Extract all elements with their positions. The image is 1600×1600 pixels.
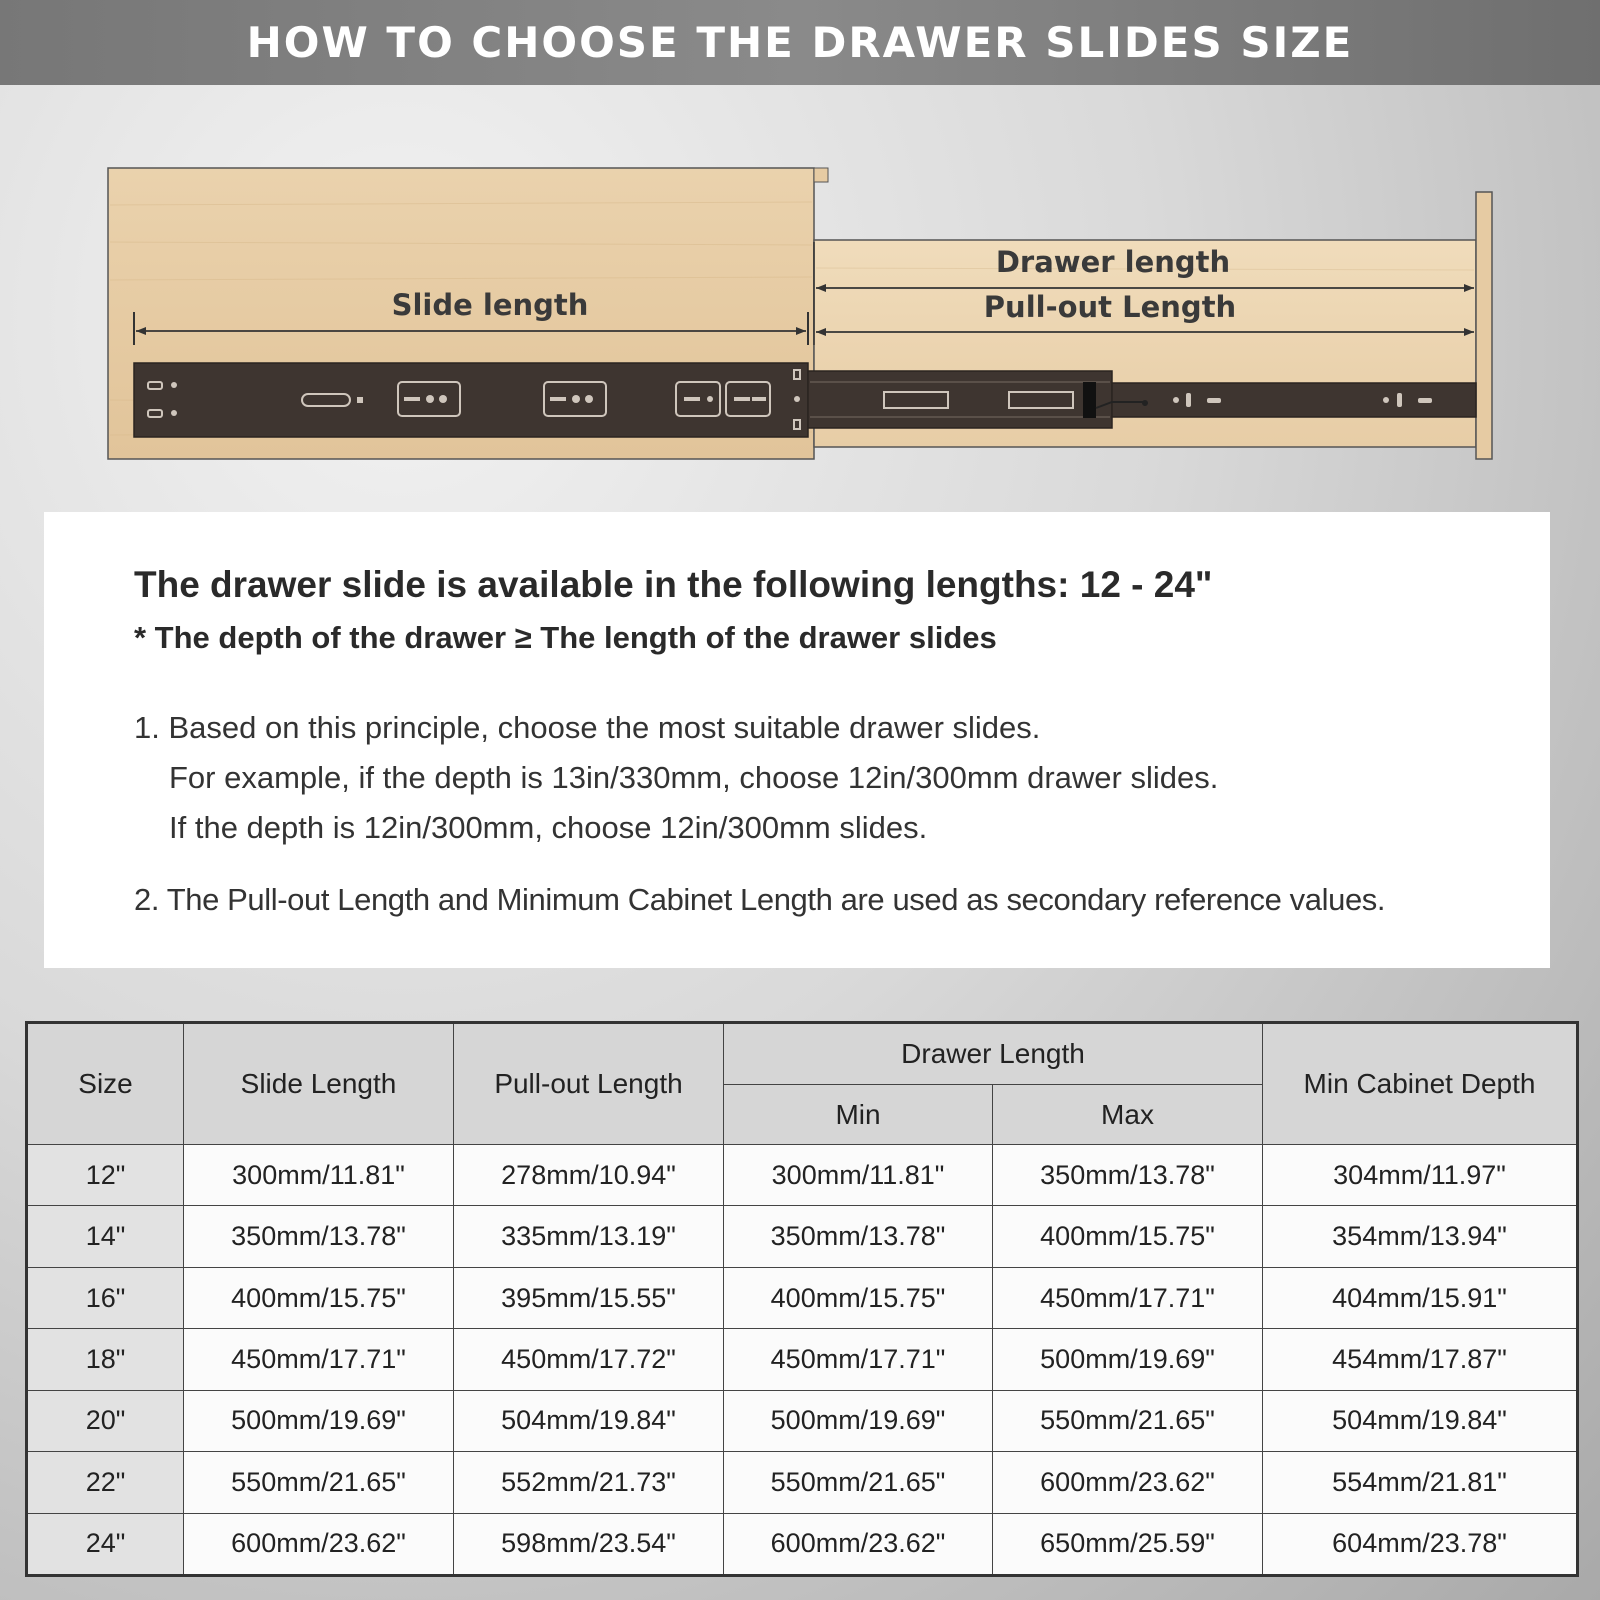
header-pullout-length: Pull-out Length	[454, 1023, 724, 1145]
slide-rail-inner	[1096, 383, 1476, 417]
header-min-cabinet-depth: Min Cabinet Depth	[1263, 1023, 1578, 1145]
depth-rule: * The depth of the drawer ≥ The length of the drawer slides	[134, 620, 997, 655]
header-drawer-max: Max	[993, 1085, 1263, 1145]
pullout-length-cell: 335mm/13.19"	[454, 1206, 724, 1267]
point-1-line-1: 1. Based on this principle, choose the most suitable drawer slides.	[134, 710, 1041, 745]
point-1-line-2: For example, if the depth is 13in/330mm, choose 12in/300mm drawer slides.	[169, 760, 1219, 795]
slide-length-cell: 350mm/13.78"	[184, 1206, 454, 1267]
slide-length-label: Slide length	[391, 288, 589, 322]
table-row	[27, 1390, 1578, 1451]
slide-length-cell: 400mm/15.75"	[184, 1267, 454, 1328]
page-title: HOW TO CHOOSE THE DRAWER SLIDES SIZE	[246, 18, 1354, 67]
slide-length-cell: 550mm/21.65"	[184, 1452, 454, 1513]
drawer-min-cell: 450mm/17.71"	[724, 1329, 993, 1390]
size-cell: 18"	[27, 1329, 184, 1390]
slide-length-cell: 300mm/11.81"	[184, 1145, 454, 1206]
min-cabinet-depth-cell: 504mm/19.84"	[1263, 1390, 1578, 1451]
availability-headline: The drawer slide is available in the following lengths: 12 - 24"	[134, 564, 1213, 605]
table-row	[27, 1513, 1578, 1575]
table-row	[27, 1452, 1578, 1513]
title-banner	[0, 0, 1600, 85]
table-row	[27, 1267, 1578, 1328]
header-size: Size	[27, 1023, 184, 1145]
pullout-length-label: Pull-out Length	[983, 290, 1237, 324]
drawer-min-cell: 300mm/11.81"	[724, 1145, 993, 1206]
size-cell: 22"	[27, 1452, 184, 1513]
slide-length-cell: 450mm/17.71"	[184, 1329, 454, 1390]
drawer-min-cell: 600mm/23.62"	[724, 1513, 993, 1575]
size-cell: 24"	[27, 1513, 184, 1575]
slide-rail-outer	[134, 363, 808, 437]
pullout-length-cell: 278mm/10.94"	[454, 1145, 724, 1206]
drawer-slide-illustration	[0, 150, 1600, 480]
drawer-max-cell: 350mm/13.78"	[993, 1145, 1263, 1206]
drawer-max-cell: 550mm/21.65"	[993, 1390, 1263, 1451]
header-drawer-length: Drawer Length	[724, 1023, 1263, 1085]
min-cabinet-depth-cell: 354mm/13.94"	[1263, 1206, 1578, 1267]
pullout-length-cell: 504mm/19.84"	[454, 1390, 724, 1451]
slide-length-cell: 500mm/19.69"	[184, 1390, 454, 1451]
table-row	[27, 1206, 1578, 1267]
point-2: 2. The Pull-out Length and Minimum Cabinet Length are used as secondary reference values.	[134, 882, 1386, 917]
size-cell: 14"	[27, 1206, 184, 1267]
min-cabinet-depth-cell: 604mm/23.78"	[1263, 1513, 1578, 1575]
size-cell: 16"	[27, 1267, 184, 1328]
drawer-max-cell: 600mm/23.62"	[993, 1452, 1263, 1513]
table-row	[27, 1145, 1578, 1206]
drawer-slide-diagram	[0, 150, 1600, 480]
point-1-line-3: If the depth is 12in/300mm, choose 12in/300mm slides.	[169, 810, 928, 845]
min-cabinet-depth-cell: 404mm/15.91"	[1263, 1267, 1578, 1328]
header-slide-length: Slide Length	[184, 1023, 454, 1145]
size-cell: 12"	[27, 1145, 184, 1206]
drawer-length-label: Drawer length	[995, 245, 1231, 279]
drawer-min-cell: 500mm/19.69"	[724, 1390, 993, 1451]
slide-rail-middle	[808, 371, 1112, 428]
drawer-max-cell: 500mm/19.69"	[993, 1329, 1263, 1390]
min-cabinet-depth-cell: 554mm/21.81"	[1263, 1452, 1578, 1513]
min-cabinet-depth-cell: 304mm/11.97"	[1263, 1145, 1578, 1206]
drawer-min-cell: 400mm/15.75"	[724, 1267, 993, 1328]
drawer-min-cell: 350mm/13.78"	[724, 1206, 993, 1267]
pullout-length-cell: 395mm/15.55"	[454, 1267, 724, 1328]
pullout-length-cell: 552mm/21.73"	[454, 1452, 724, 1513]
pullout-length-cell: 450mm/17.72"	[454, 1329, 724, 1390]
drawer-max-cell: 650mm/25.59"	[993, 1513, 1263, 1575]
size-cell: 20"	[27, 1390, 184, 1451]
table-row	[27, 1329, 1578, 1390]
size-spec-table	[25, 1021, 1579, 1577]
info-card	[44, 512, 1550, 968]
slide-length-cell: 600mm/23.62"	[184, 1513, 454, 1575]
drawer-min-cell: 550mm/21.65"	[724, 1452, 993, 1513]
drawer-max-cell: 400mm/15.75"	[993, 1206, 1263, 1267]
drawer-front	[1476, 192, 1492, 459]
pullout-length-cell: 598mm/23.54"	[454, 1513, 724, 1575]
header-drawer-min: Min	[724, 1085, 993, 1145]
min-cabinet-depth-cell: 454mm/17.87"	[1263, 1329, 1578, 1390]
drawer-max-cell: 450mm/17.71"	[993, 1267, 1263, 1328]
